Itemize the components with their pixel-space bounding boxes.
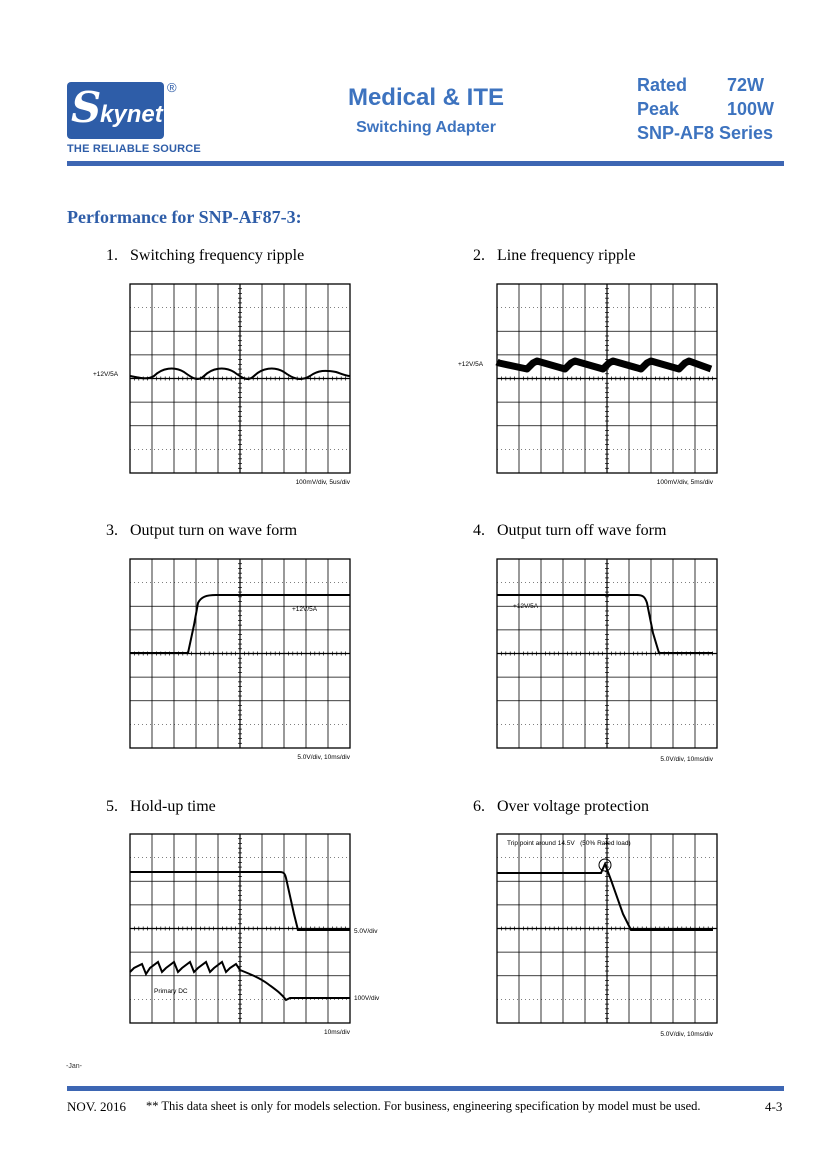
item-number: 3. [106,522,118,539]
item-number: 6. [473,798,485,815]
spec-rated-value: 72W [727,75,765,95]
series-name: SNP-AF8 Series [637,123,774,143]
scale-label: 5.0V/div, 10ms/div [660,756,713,763]
registered-mark: ® [167,80,177,95]
item-title: Hold-up time [130,798,216,815]
document-subtitle: Switching Adapter [356,119,496,136]
item-1-heading [106,247,304,265]
channel-label: +12V/5A [513,603,539,610]
channel-label: +12V/5A [93,371,119,378]
scope-3-graphic [88,559,358,765]
time-scale-label: 10ms/div [323,1029,350,1036]
item-title: Switching frequency ripple [130,247,305,264]
channel-label: +12V/5A [292,606,318,613]
logo-tagline: THE RELIABLE SOURCE [67,143,201,155]
scale-label: 5.0V/div, 10ms/div [660,1031,713,1038]
output-scale-label: 5.0V/div [354,928,378,935]
oscilloscope-grid [130,284,350,473]
item-title: Line frequency ripple [497,247,636,264]
item-number: 5. [106,798,118,815]
header-rule [67,161,784,166]
scale-label: 100mV/div, 5us/div [295,479,350,486]
scope-5 [88,834,418,1040]
item-5-heading [106,798,216,816]
footer-disclaimer: ** This data sheet is only for models selection. For business, engineering specification by model must be used. [146,1099,701,1113]
ovp-trace [497,864,713,930]
scale-label: 100mV/div, 5ms/div [656,479,713,486]
item-number: 1. [106,247,118,264]
oscilloscope-grid [497,834,717,1023]
spec-rated-label: Rated [637,75,688,95]
item-title: Output turn on wave form [130,522,298,539]
primary-dc-label: Primary DC [154,988,188,995]
scope-6-graphic [455,834,725,1040]
logo-wordmark: kynet [100,101,163,128]
ripple-trace [497,361,711,369]
scale-label: 5.0V/div, 10ms/div [297,754,350,761]
scope-1 [88,284,358,490]
spec-peak-value: 100W [727,99,775,119]
item-4-heading [473,522,666,540]
footer-page-number: 4-3 [765,1099,783,1114]
scope-3 [88,559,358,765]
oscilloscope-grid [497,284,717,473]
section-title: Performance for SNP-AF87-3: [67,207,302,227]
scope-6 [455,834,725,1040]
footer-rule [67,1086,784,1091]
item-title: Output turn off wave form [497,522,667,539]
document-title: Medical & ITE [347,84,505,111]
skynet-logo [67,82,164,139]
scope-4-graphic [455,559,725,765]
item-3-heading [106,522,297,540]
item-number: 2. [473,247,485,264]
scope-2 [455,284,725,490]
trip-point-label: Trip point around 14.5V (50% Rated load) [507,840,631,847]
item-title: Over voltage protection [497,798,649,815]
scope-2-graphic [455,284,725,490]
footer-date: NOV. 2016 [67,1099,126,1114]
item-number: 4. [473,522,485,539]
scope-1-graphic [88,284,358,490]
channel-label: +12V/5A [458,361,484,368]
item-2-heading [473,247,636,265]
primary-scale-label: 100V/div [354,995,380,1002]
logo-letter-s: S [71,83,102,132]
scope-4 [455,559,725,765]
spec-peak-label: Peak [637,99,680,119]
scope-5-graphic [88,834,418,1040]
page-note: -Jan- [66,1063,82,1070]
item-6-heading [473,798,649,816]
